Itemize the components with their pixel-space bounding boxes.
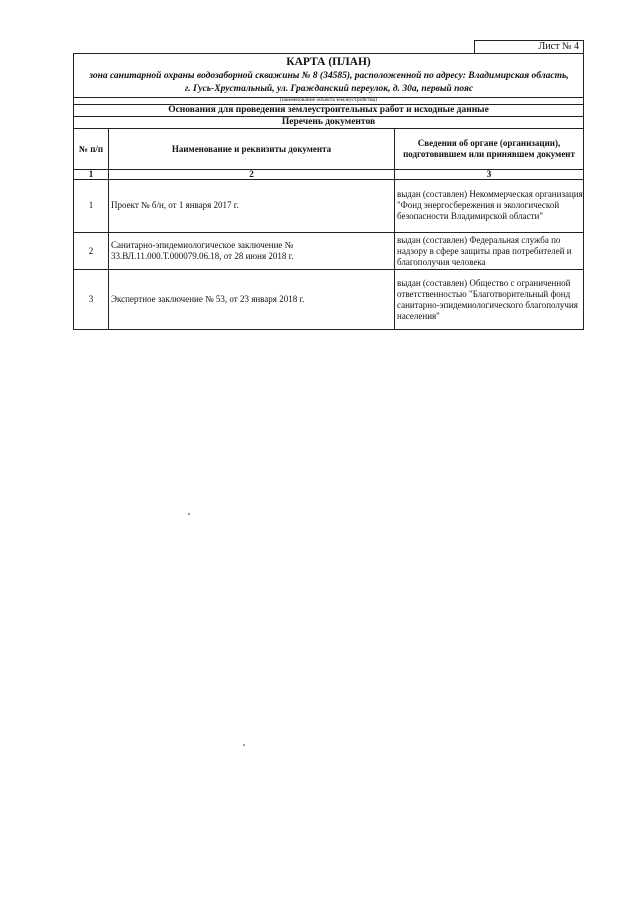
row-document: Экспертное заключение № 53, от 23 января 2018 г. xyxy=(111,294,305,304)
header-number: № п/п xyxy=(78,143,104,154)
map-title: КАРТА (ПЛАН) xyxy=(286,56,371,68)
row-document: Проект № б/н, от 1 января 2017 г. xyxy=(111,200,239,210)
row-organization: выдан (составлен) Федеральная служба по надзору в сфере защиты прав потребителей и благополучия человека xyxy=(397,234,572,267)
row-number: 3 xyxy=(88,294,94,304)
sheet-number-label: Лист № 4 xyxy=(474,40,584,53)
header-organization: Сведения об органе (организации), подготовившем или принявшем документ xyxy=(403,138,575,159)
column-number: 2 xyxy=(249,168,254,179)
row-organization: выдан (составлен) Общество с ограниченной ответственностью "Благотворительный фонд санитарно-эпидемиологического благополучия населения" xyxy=(397,277,578,321)
row-organization: выдан (составлен) Некоммерческая организация "Фонд энергосбережения и экологической безопасности Владимирской области" xyxy=(397,189,583,221)
basis-heading: Основания для проведения землеустроительных работ и исходные данные xyxy=(168,105,489,115)
object-caption: (наименование объекта землеустройства) xyxy=(280,97,377,103)
column-number: 1 xyxy=(88,168,94,179)
row-number: 1 xyxy=(88,200,94,210)
scan-speck xyxy=(243,744,245,746)
scan-speck xyxy=(188,513,190,515)
column-number: 3 xyxy=(486,168,492,179)
row-number: 2 xyxy=(88,245,94,256)
map-subtitle: зона санитарной охраны водозаборной скважины № 8 (34585), расположенной по адресу: Владимирская область, г. Гусь-Хрустальный, ул. Гражданский переулок, д. 30а, первый пояс xyxy=(89,71,569,94)
document-list-heading: Перечень документов xyxy=(281,117,376,127)
document-table-frame xyxy=(73,53,584,330)
row-document: Санитарно-эпидемиологическое заключение № 33.ВЛ.11.000.Т.000079.06.18, от 28 июня 2018 г. xyxy=(111,240,294,261)
header-document-name: Наименование и реквизиты документа xyxy=(171,143,332,154)
